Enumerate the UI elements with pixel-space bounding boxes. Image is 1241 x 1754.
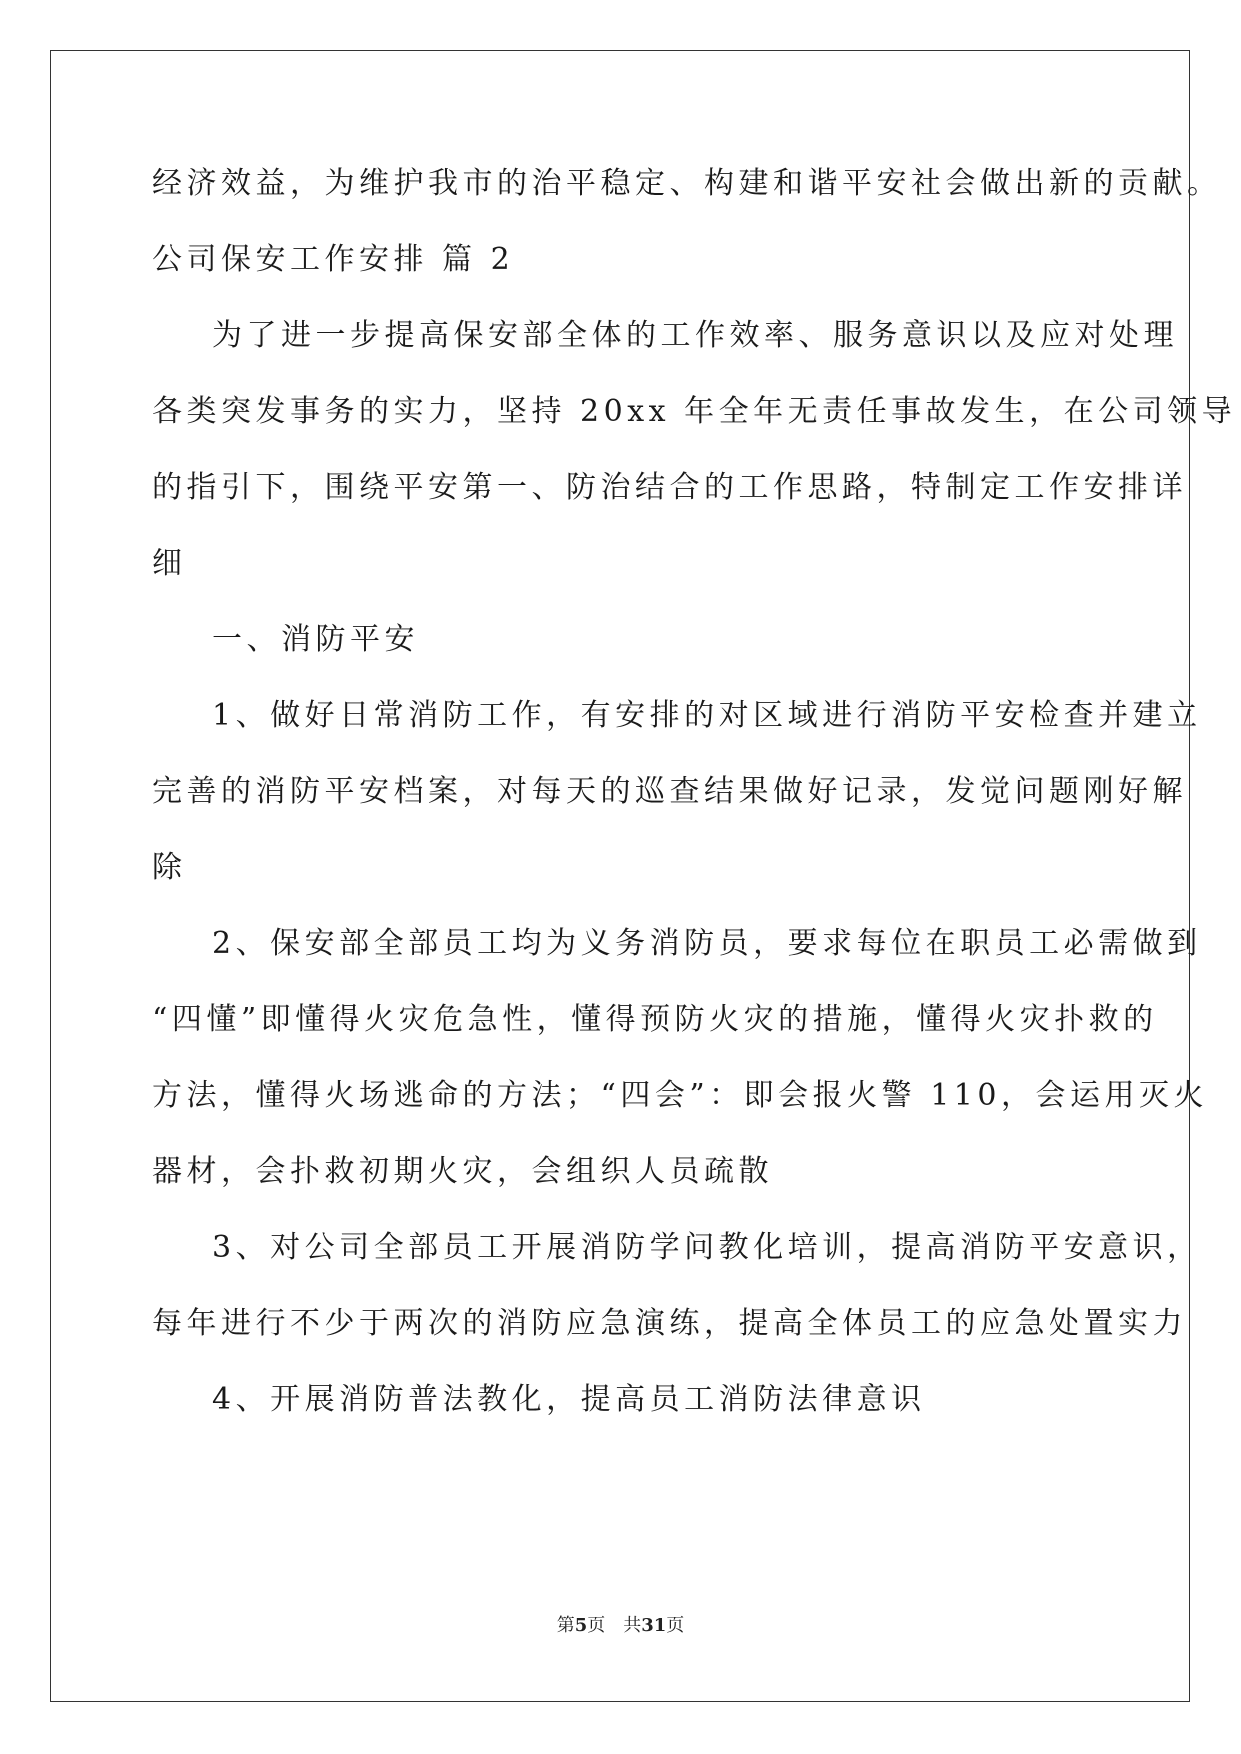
footer-page-suffix: 页 — [587, 1615, 606, 1636]
footer-total-suffix: 页 — [666, 1615, 685, 1636]
footer-total-prefix: 共 — [623, 1615, 642, 1636]
text-line: 4、开展消防普法教化，提高员工消防法律意识 — [212, 1382, 926, 1417]
current-page-number: 5 — [574, 1615, 588, 1636]
total-pages-number: 31 — [641, 1615, 667, 1636]
text-line: 各类突发事务的实力，坚持 20xx 年全年无责任事故发生，在公司领导 — [152, 394, 1237, 429]
text-line: 经济效益，为维护我市的治平稳定、构建和谐平安社会做出新的贡献。 — [152, 166, 1222, 201]
section-heading: 公司保安工作安排 篇 2 — [152, 242, 515, 277]
text-line: 每年进行不少于两次的消防应急演练，提高全体员工的应急处置实力 — [152, 1306, 1187, 1341]
text-line: 为了进一步提高保安部全体的工作效率、服务意识以及应对处理 — [212, 318, 1178, 353]
text-line: 的指引下，围绕平安第一、防治结合的工作思路，特制定工作安排详 — [152, 470, 1187, 505]
text-line: 器材，会扑救初期火灾，会组织人员疏散 — [152, 1154, 773, 1189]
subsection-heading: 一、消防平安 — [212, 622, 419, 657]
text-line: 方法，懂得火场逃命的方法；“四会”：即会报火警 110，会运用灭火 — [152, 1078, 1208, 1113]
text-line: 2、保安部全部员工均为义务消防员，要求每位在职员工必需做到 — [212, 926, 1202, 961]
page-footer — [0, 1614, 1241, 1638]
text-line: “四懂”即懂得火灾危急性，懂得预防火灾的措施，懂得火灾扑救的 — [152, 1002, 1158, 1037]
page-frame — [50, 50, 1190, 1702]
text-line: 1、做好日常消防工作，有安排的对区域进行消防平安检查并建立 — [212, 698, 1202, 733]
text-line: 完善的消防平安档案，对每天的巡查结果做好记录，发觉问题刚好解 — [152, 774, 1187, 809]
text-line: 除 — [152, 850, 187, 885]
text-line: 细 — [152, 546, 187, 581]
footer-prefix: 第 — [556, 1615, 575, 1636]
text-line: 3、对公司全部员工开展消防学问教化培训，提高消防平安意识， — [212, 1230, 1202, 1265]
